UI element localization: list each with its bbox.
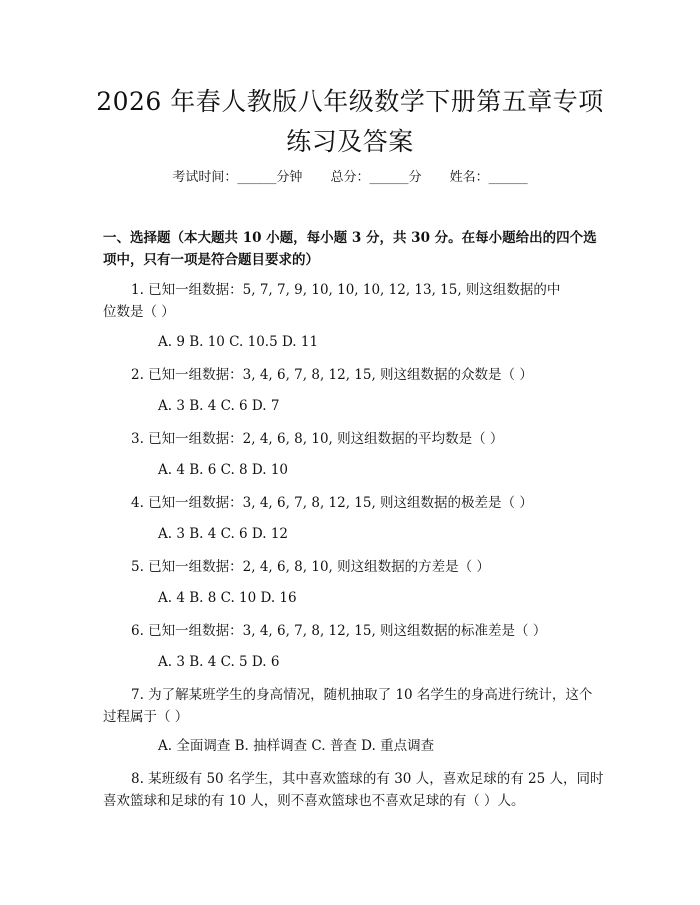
section-heading-line-1: 一、选择题（本大题共 10 小题，每小题 3 分，共 30 分。在每小题给出的四个选 bbox=[103, 230, 597, 246]
total-score-blank: ______ bbox=[369, 170, 409, 185]
question-1-options: A. 9 B. 10 C. 10.5 D. 11 bbox=[158, 334, 319, 350]
question-4-text: 4. 已知一组数据：3, 4, 6, 7, 8, 12, 15, 则这组数据的极差是（ ） bbox=[131, 495, 533, 511]
question-2 bbox=[103, 364, 603, 386]
question-3-text: 3. 已知一组数据：2, 4, 6, 8, 10, 则这组数据的平均数是（ ） bbox=[131, 431, 504, 447]
question-1-text: 1. 已知一组数据：5, 7, 7, 9, 10, 10, 10, 12, 13, 15, 则这组数据的中 bbox=[131, 282, 561, 298]
question-7-options: A. 全面调查 B. 抽样调查 C. 普查 D. 重点调查 bbox=[158, 738, 435, 754]
question-1 bbox=[103, 279, 603, 323]
question-2-text: 2. 已知一组数据：3, 4, 6, 7, 8, 12, 15, 则这组数据的众数是（ ） bbox=[131, 367, 533, 383]
question-6-text: 6. 已知一组数据：3, 4, 6, 7, 8, 12, 15, 则这组数据的标准差是（ ） bbox=[131, 623, 547, 639]
question-7 bbox=[103, 684, 603, 728]
question-7-text: 7. 为了解某班学生的身高情况，随机抽取了 10 名学生的身高进行统计，这个 bbox=[131, 687, 593, 703]
exam-time-blank: ______ bbox=[237, 170, 277, 185]
question-3-options: A. 4 B. 6 C. 8 D. 10 bbox=[158, 462, 289, 478]
question-3 bbox=[103, 428, 603, 450]
section-heading bbox=[103, 227, 603, 271]
exam-info bbox=[0, 168, 700, 188]
question-8 bbox=[103, 768, 603, 812]
document-title bbox=[60, 82, 640, 162]
question-2-options: A. 3 B. 4 C. 6 D. 7 bbox=[158, 398, 280, 414]
question-5-options: A. 4 B. 8 C. 10 D. 16 bbox=[158, 590, 297, 606]
title-line-1: 2026 年春人教版八年级数学下册第五章专项 bbox=[96, 87, 604, 116]
total-score-unit: 分 bbox=[408, 170, 422, 185]
question-6 bbox=[103, 620, 603, 642]
student-name bbox=[450, 168, 528, 188]
question-1-text-cont: 位数是（ ） bbox=[103, 304, 175, 320]
question-8-text: 8. 某班级有 50 名学生，其中喜欢篮球的有 30 人，喜欢足球的有 25 人，同时 bbox=[131, 771, 604, 787]
total-score bbox=[330, 168, 421, 188]
question-6-options: A. 3 B. 4 C. 5 D. 6 bbox=[158, 654, 280, 670]
exam-time-label: 考试时间： bbox=[172, 170, 238, 185]
question-4 bbox=[103, 492, 603, 514]
question-5 bbox=[103, 556, 603, 578]
question-5-text: 5. 已知一组数据：2, 4, 6, 8, 10, 则这组数据的方差是（ ） bbox=[131, 559, 490, 575]
exam-time-unit: 分钟 bbox=[276, 170, 303, 185]
question-7-text-cont: 过程属于（ ） bbox=[103, 709, 189, 725]
question-4-options: A. 3 B. 4 C. 6 D. 12 bbox=[158, 526, 289, 542]
title-line-2: 练习及答案 bbox=[286, 127, 414, 156]
section-heading-line-2: 项中，只有一项是符合题目要求的） bbox=[103, 252, 319, 268]
student-name-blank: ______ bbox=[488, 170, 528, 185]
question-8-text-cont: 喜欢篮球和足球的有 10 人，则不喜欢篮球也不喜欢足球的有（ ）人。 bbox=[103, 793, 525, 809]
total-score-label: 总分： bbox=[330, 170, 370, 185]
student-name-label: 姓名： bbox=[449, 170, 489, 185]
exam-time bbox=[172, 168, 302, 188]
